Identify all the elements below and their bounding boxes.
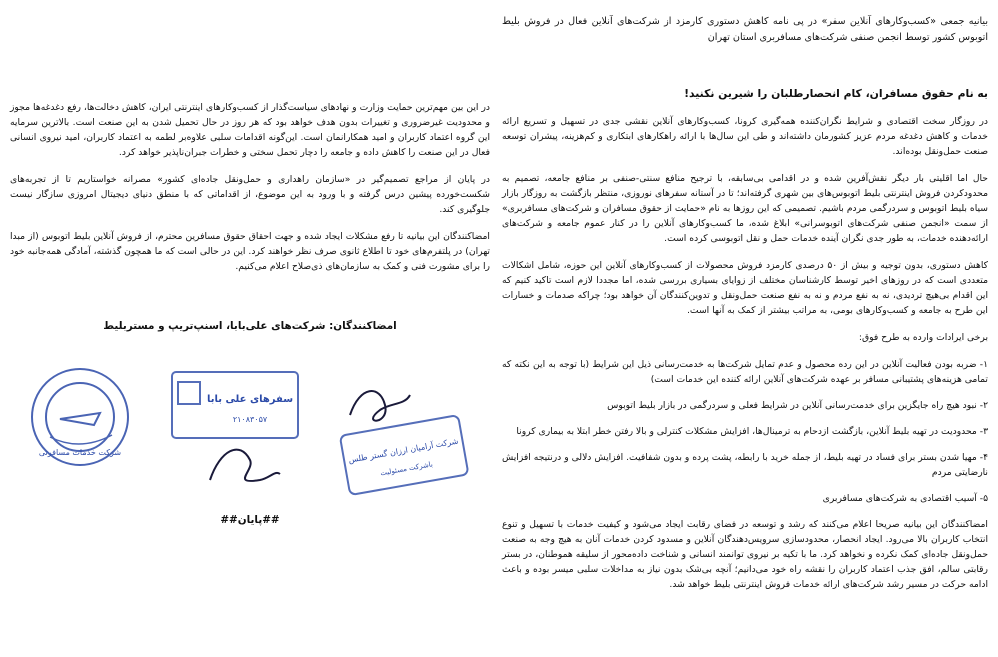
objection-item-5: ۵- آسیب اقتصادی به شرکت‌های مسافربری [822, 493, 988, 504]
svg-text:شرکت آرامیان ارزان گستر طلس: شرکت آرامیان ارزان گستر طلس [347, 436, 459, 465]
objection-item-3: ۳- محدودیت در تهیه بلیط آنلاین، بازگشت ازدحام به ترمینال‌ها، افزایش مشکلات کنترلی و بالا رفتن خطر ابتلا به بیماری کرونا [516, 426, 988, 437]
signers-title: امضاکنندگان: شرکت‌های علی‌بابا، اسنپ‌تریپ و مستربلیط [103, 320, 397, 332]
svg-text:شرکت خدمات مسافرتی: شرکت خدمات مسافرتی [38, 448, 122, 457]
objection-item-4: ۴- مهیا شدن بستر برای فساد در تهیه بلیط، از جمله خرید با رابطه، پشت پرده و بدون شفافیت. افزایش دلالی و درنتیجه افزایش نارضایتی مردم [502, 452, 988, 478]
body-paragraph-3: کاهش دستوری، بدون توجیه و بیش از ۵۰ درصدی کارمزد فروش محصولات از کسب‌وکارهای آنلاین این حوزه، شامل اشکالات متعددی است که در روزهای اخیر توسط کارشناسان مختلف از زوایای بسیاری بررسی شده، اما مجددا لازم است تاکید کنیم که این اقدام بی‌هیچ تردیدی، نه به نفع مردم و نه به نفع صنعت حمل‌ونقل و تدوین‌کنندگان آن خواهد بود؛ چراکه صدمات و خسارات این طرح به جامعه و کسب‌وکارهای بومی، به مراتب بیشتر از کمک به آنها است. [502, 260, 988, 316]
left-column [10, 100, 490, 286]
body-paragraph-2: حال اما اقلیتی بار دیگر نقش‌آفرین شده و در اقدامی بی‌سابقه، با ترجیح منافع سنتی-صنفی بر منافع جامعه، تصمیم به محدودکردن فروش اینترنتی بلیط اتوبوس‌های بین شهری گرفته‌اند؛ تا در آستانه سفرهای نوروزی، منتظر بازگشت به روزگار بازار سیاه بلیط اتوبوس و سردرگمی مردم باشیم. تصمیمی که این روزها به نام «حمایت از حقوق مسافران و شرکت‌های مسافربری» از سمت «انجمن صنفی شرکت‌های اتوبوسرانی» ابلاغ شده، ما کسب‌وکارهای آنلاین را در کنار عموم جامعه و شرکت‌های ارائه‌دهنده خدمات، به طور جدی نگران آینده خدمات حمل و نقل اتوبوسی کرده است. [502, 173, 988, 244]
signature-right [340, 375, 420, 435]
body-paragraph-1: در روزگار سخت اقتصادی و شرایط نگران‌کننده همه‌گیری کرونا، کسب‌وکارهای آنلاین نقشی جدی در تسهیل و تسریع ارائه خدمات و کاهش دغدغه مردم عزیز کشورمان داشته‌اند و طی این سال‌ها با ارائه راهکارهای ابتکاری و کم‌هزینه، پیشران توسعه صنعت حمل‌ونقل بوده‌اند. [502, 116, 988, 157]
svg-text:سفرهای علی بابا: سفرهای علی بابا [206, 394, 294, 405]
stamp-round-left [20, 357, 140, 477]
left-paragraph-1: در این بین مهم‌ترین حمایت وزارت و نهادهای سیاست‌گذار از کسب‌وکارهای اینترنتی ایران، کاهش دخالت‌ها، رفع دغدغه‌ها مجوز و محدودیت غیرضروری و تغییرات بدون هدف خواهد بود که هر روز در حال تحمیل شدن به این صنعت است. بالاترین سرمایه این گروه اعتماد کاربران و امید همکارانمان است. این‌گونه اقدامات سلبی علاوه‌بر لطمه به اعتماد کاربران، امید نیروی انسانی فعال در این صنعت را کاهش داده و جامعه را دچار تحمل سختی و خطرات جبران‌ناپذیر خواهد کرد. [10, 102, 490, 158]
seals-area [0, 345, 500, 505]
left-paragraph-2: در پایان از مراجع تصمیم‌گیر در «سازمان راهداری و حمل‌ونقل جاده‌ای کشور» مصرانه خواستاریم تا از تجربه‌های شکست‌خورده پیشین درس گرفته و با ورود به این موضوع، از اقداماتی که با منطق دنیای دیجیتال امروزی سازگار نیست جلوگیری کند. [10, 174, 490, 215]
intro-paragraph: بیانیه جمعی «کسب‌وکارهای آنلاین سفر» در پی نامه کاهش دستوری کارمزد از شرکت‌های آنلاین فعال در فروش بلیط اتوبوس کشور توسط انجمن صنفی شرکت‌های مسافربری استان تهران [502, 16, 988, 43]
signature-middle [200, 430, 290, 500]
svg-text:باشرکت مسئولیت: باشرکت مسئولیت [379, 460, 434, 478]
closing-paragraph: امضاکنندگان این بیانیه صریحا اعلام می‌کنند که رشد و توسعه در فضای رقابت ایجاد می‌شود و کیفیت خدمات با تسهیل و تنوع انتخاب کاربران بالا می‌رود. ایجاد انحصار، محدودسازی سرویس‌دهندگان آنلاین و مسدود کردن خدمات آنان به هیچ وجه به صنعت حمل‌ونقل جاده‌ای کمک نکرده و نخواهد کرد. ما با تکیه بر نیروی توانمند انسانی و شناخت داده‌محور از سلیقه هموطنان، در بستر رقابتی سالم، افق جذب اعتماد کاربران را نقشه راه خود می‌دانیم؛ آنچه بی‌شک بدون نیاز به مداخلات سلبی میسر بوده و باعث ادامه حرکت در مسیر رشد شرکت‌های ارائه خدمات فروش اینترنتی بلیط خواهد شد. [502, 519, 988, 590]
end-mark: ##پایان## [220, 514, 280, 526]
objection-item-2: ۲- نبود هیچ راه جایگزین برای خدمت‌رسانی آنلاین در شرایط فعلی و سردرگمی در بازار بلیط اتوبوس [607, 400, 988, 411]
right-column [502, 14, 988, 604]
left-paragraph-3: امضاکنندگان این بیانیه تا رفع مشکلات ایجاد شده و جهت احقاق حقوق مسافرین محترم، از فروش آنلاین بلیط اتوبوس (از مبدا تهران) در پلتفرم‌های خود تا اطلاع ثانوی صرف نظر خواهند کرد. این در حالی است که ما همچون گذشته، آمادگی همه‌جانبه خود را برای مشورت فنی و کمک به سازمان‌های ذی‌صلاح اعلام می‌کنیم. [10, 231, 490, 272]
objections-lead: برخی ایرادات وارده به طرح فوق: [858, 332, 988, 343]
svg-text:۲۱۰۸۳۰۵۷: ۲۱۰۸۳۰۵۷ [232, 415, 268, 424]
objection-item-1: ۱- ضربه بودن فعالیت آنلاین در این رده محصول و عدم تمایل شرکت‌ها به خدمت‌رسانی ذیل این شرایط (با توجه به این نکته که تمامی هزینه‌های پشتیبانی مسافر بر عهده شرکت‌های آنلاین ارائه کننده این خدمات است) [502, 359, 988, 385]
headline: به نام حقوق مسافران، کام انحصارطلبان را شیرین نکنید! [684, 87, 988, 100]
